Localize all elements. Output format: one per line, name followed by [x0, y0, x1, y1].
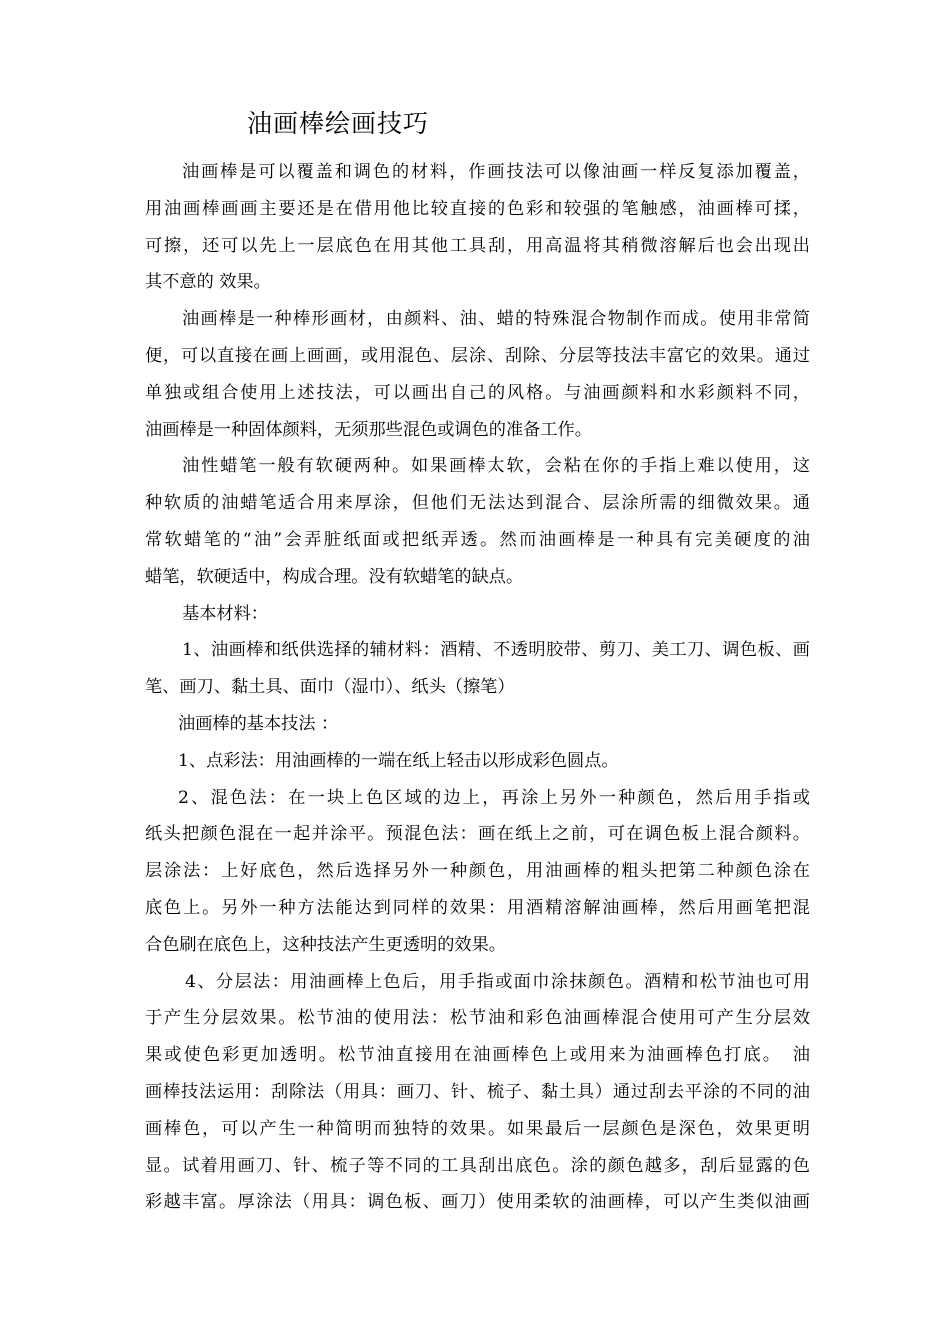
- text-line: 4、分层法：用油画棒上色后，用手指或面巾涂抹颜色。酒精和松节油也可用: [185, 971, 810, 992]
- section-heading: 油画棒的基本技法 ：: [178, 713, 339, 734]
- text-line: 1、油画棒和纸供选择的辅材料：酒精、不透明胶带、剪刀、美工刀、调色板、画: [182, 640, 810, 661]
- section-heading: 基本材料：: [182, 603, 268, 624]
- text-line: 笔、画刀、黏土具、面巾（湿巾）、纸头（擦笔）: [145, 677, 515, 698]
- text-line: 1、点彩法：用油画棒的一端在纸上轻击以形成彩色圆点。: [178, 750, 619, 771]
- text-line: 便，可以直接在画上画画，或用混色、层涂、刮除、分层等技法丰富它的效果。通过: [145, 345, 810, 366]
- text-line: 油性蜡笔一般有软硬两种。如果画棒太软，会粘在你的手指上难以使用，这: [182, 456, 810, 477]
- text-line: 于产生分层效果。松节油的使用法：松节油和彩色油画棒混合使用可产生分层效: [145, 1008, 810, 1029]
- document-body: [145, 154, 810, 1221]
- text-line: 其不意的 效果。: [145, 272, 271, 293]
- text-line: 合色刷在底色上，这种技法产生更透明的效果。: [145, 934, 506, 955]
- text-line: 底色上。另外一种方法能达到同样的效果：用酒精溶解油画棒，然后用画笔把混: [145, 897, 810, 918]
- text-line: 彩越丰富。厚涂法（用具：调色板、画刀）使用柔软的油画棒，可以产生类似油画: [145, 1192, 810, 1213]
- text-line: 油画棒是一种固体颜料，无须那些混色或调色的准备工作。: [145, 419, 592, 440]
- text-line: 油画棒是一种棒形画材，由颜料、油、蜡的特殊混合物制作而成。使用非常简: [182, 309, 810, 330]
- text-line: 单独或组合使用上述技法，可以画出自己的风格。与油画颜料和水彩颜料不同，: [145, 382, 810, 403]
- text-line: 画棒技法运用：刮除法（用具：画刀、针、梳子、黏土具）通过刮去平涂的不同的油: [145, 1081, 810, 1102]
- text-line: 蜡笔，软硬适中，构成合理。没有软蜡笔的缺点。: [145, 566, 524, 587]
- text-line: 用油画棒画画主要还是在借用他比较直接的色彩和较强的笔触感，油画棒可揉，: [145, 198, 810, 219]
- text-line: 层涂法：上好底色，然后选择另外一种颜色，用油画棒的粗头把第二种颜色涂在: [145, 861, 810, 882]
- text-line: 画棒色，可以产生一种简明而独特的效果。如果最后一层颜色是深色，效果更明: [145, 1118, 810, 1139]
- text-line: 油画棒是可以覆盖和调色的材料，作画技法可以像油画一样反复添加覆盖，: [182, 162, 810, 182]
- text-line: 种软质的油蜡笔适合用来厚涂，但他们无法达到混合、层涂所需的细微效果。通: [145, 493, 810, 514]
- text-line: 纸头把颜色混在一起并涂平。预混色法：画在纸上之前，可在调色板上混合颜料。: [145, 824, 810, 845]
- text-line: 2、混色法：在一块上色区域的边上，再涂上另外一种颜色，然后用手指或: [178, 787, 810, 808]
- document-title: 油画棒绘画技巧: [247, 109, 430, 138]
- text-line: 显。试着用画刀、针、梳子等不同的工具刮出底色。涂的颜色越多，刮后显露的色: [145, 1155, 810, 1176]
- text-line: 常软蜡笔的“油”会弄脏纸面或把纸弄透。然而油画棒是一种具有完美硬度的油: [145, 529, 810, 550]
- text-line: 可擦，还可以先上一层底色在用其他工具刮，用高温将其稍微溶解后也会出现出: [145, 235, 810, 256]
- text-line: 果或使色彩更加透明。松节油直接用在油画棒色上或用来为油画棒色打底。 油: [145, 1045, 810, 1066]
